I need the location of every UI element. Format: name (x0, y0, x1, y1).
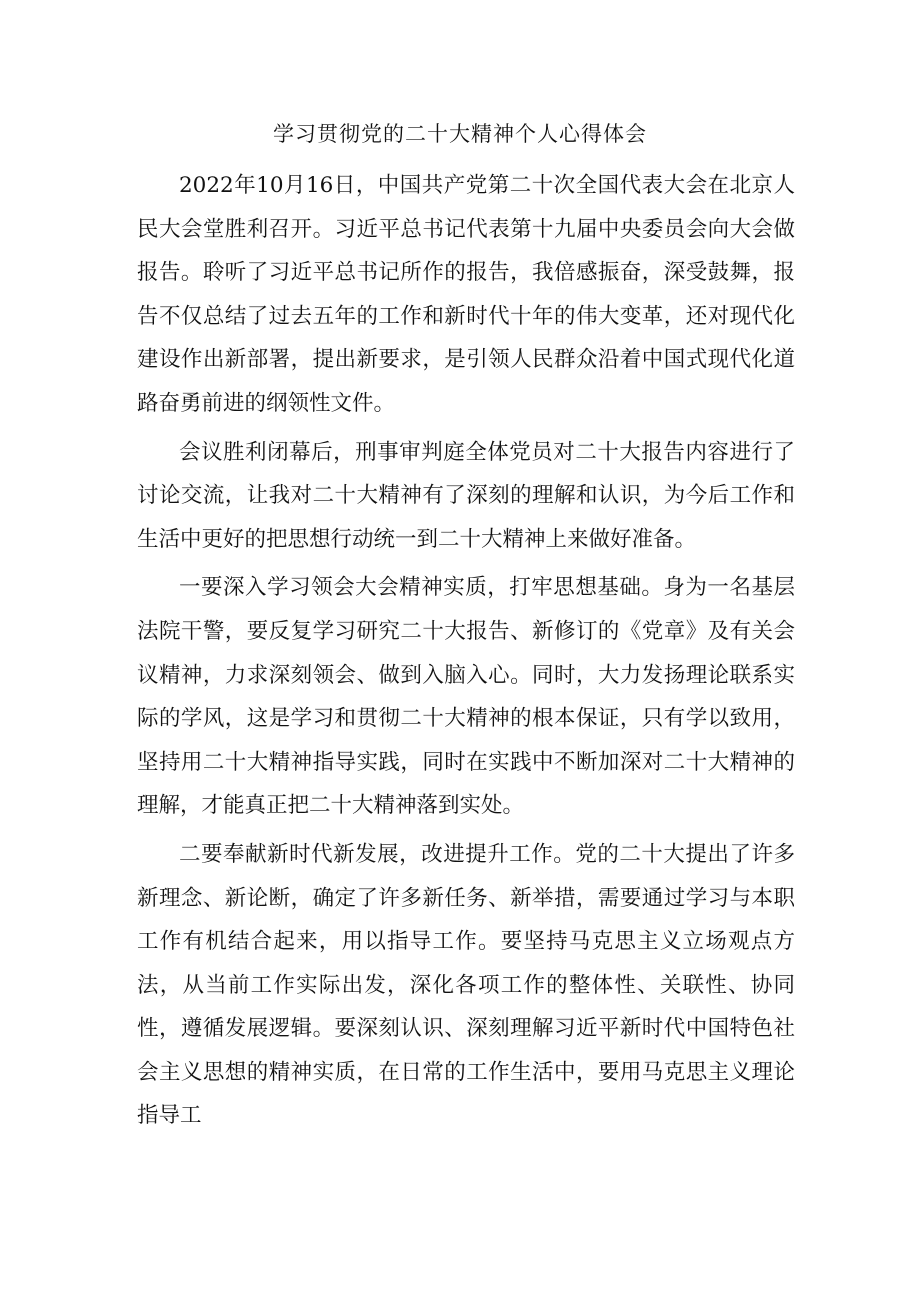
paragraph-1: 2022年10月16日，中国共产党第二十次全国代表大会在北京人民大会堂胜利召开。习近平总书记代表第十九届中央委员会向大会做报告。聆听了习近平总书记所作的报告，我倍感振奋，深受鼓舞，报告不仅总结了过去五年的工作和新时代十年的伟大变革，还对现代化建设作出新部署，提出新要求，是引领人民群众沿着中国式现代化道路奋勇前进的纲领性文件。 (137, 173, 795, 416)
paragraph-4: 二要奉献新时代新发展，改进提升工作。党的二十大提出了许多新理念、新论断，确定了许多新任务、新举措，需要通过学习与本职工作有机结合起来，用以指导工作。要坚持马克思主义立场观点方法，从当前工作实际出发，深化各项工作的整体性、关联性、协同性，遵循发展逻辑。要深刻认识、深刻理解习近平新时代中国特色社会主义思想的精神实质，在日常的工作生活中，要用马克思主义理论指导工 (137, 841, 795, 1129)
paragraph-2: 会议胜利闭幕后，刑事审判庭全体党员对二十大报告内容进行了讨论交流，让我对二十大精神有了深刻的理解和认识，为今后工作和生活中更好的把思想行动统一到二十大精神上来做好准备。 (137, 439, 795, 552)
document-body (137, 164, 795, 1143)
paragraph-3: 一要深入学习领会大会精神实质，打牢思想基础。身为一名基层法院干警，要反复学习研究二十大报告、新修订的《党章》及有关会议精神，力求深刻领会、做到入脑入心。同时，大力发扬理论联系实际的学风，这是学习和贯彻二十大精神的根本保证，只有学以致用，坚持用二十大精神指导实践，同时在实践中不断加深对二十大精神的理解，才能真正把二十大精神落到实处。 (137, 575, 795, 819)
document-title: 学习贯彻党的二十大精神个人心得体会 (273, 122, 647, 146)
